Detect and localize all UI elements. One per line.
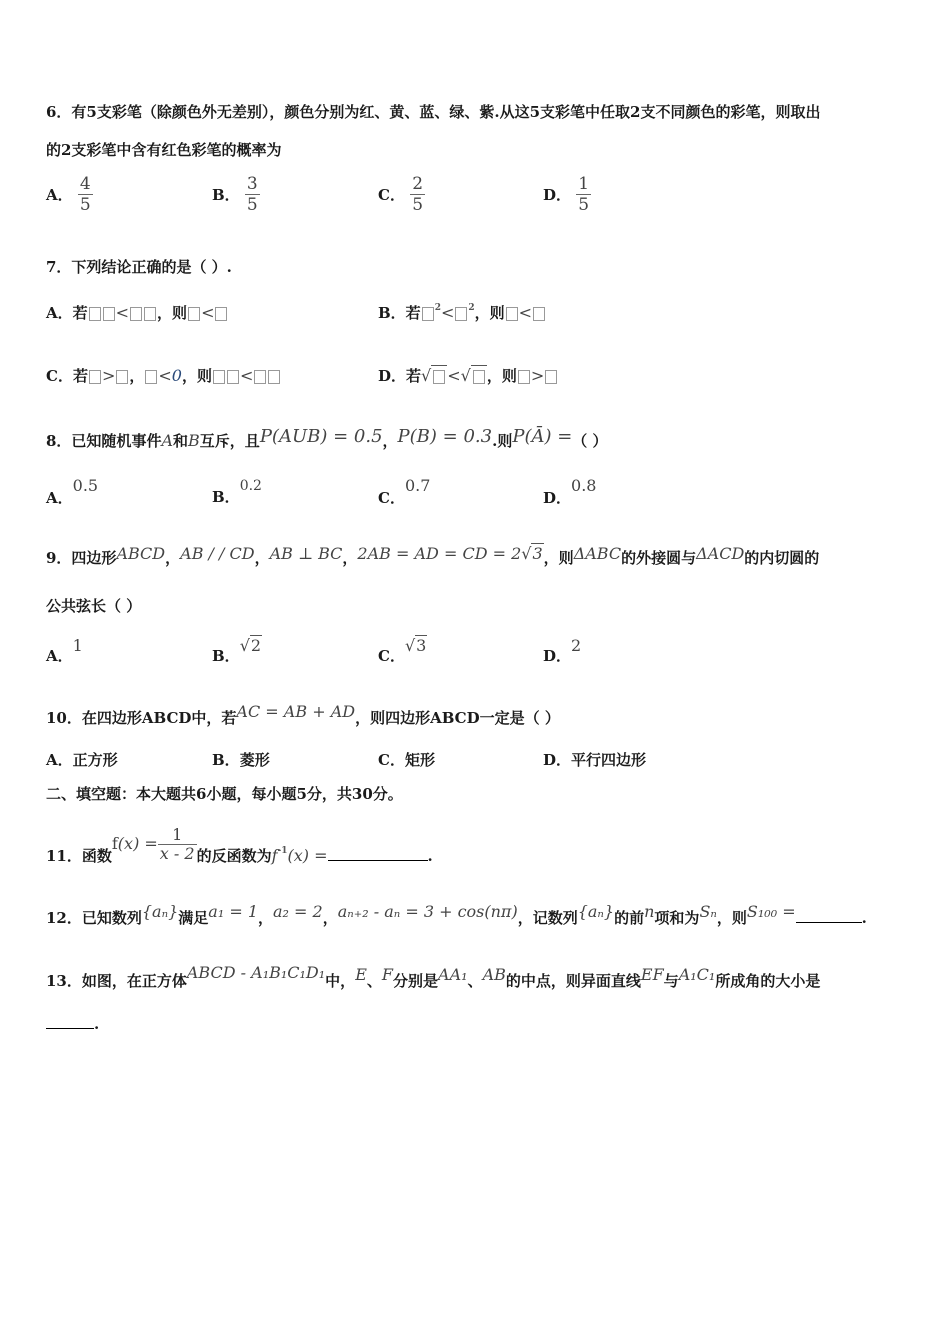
q6-stem-line1: 6．有5支彩笔（除颜色外无差别），颜色分别为红、黄、蓝、绿、紫.从这5支彩笔中任取2支不同颜色的彩笔，则取出 bbox=[46, 103, 821, 121]
q9-option-d: D．2 bbox=[543, 636, 582, 665]
q8-stem: 8．已知随机事件A和B互斥，且P(AUB) = 0.5，P(B) = 0.3.则P(Ā) =（ ） bbox=[46, 426, 608, 450]
q13-stem-line1: 13．如图，在正方体ABCD - A₁B₁C₁D₁中，E、F分别是AA₁、AB的中点，则异面直线EF与A₁C₁所成角的大小是 bbox=[46, 963, 821, 990]
q9-stem-line1: 9．四边形ABCD，AB / / CD，AB ⊥ BC，2AB = AD = CD = 2√3，则ΔABC的外接圆与ΔACD的内切圆的 bbox=[46, 544, 820, 567]
q13-answer-blank[interactable] bbox=[46, 1028, 94, 1029]
q8-option-a: A．0.5 bbox=[46, 476, 99, 507]
q8-option-b: B．0.2 bbox=[212, 478, 262, 506]
q6-option-a-fraction: $\frac{4}{5}$ bbox=[79, 174, 91, 215]
q11-fraction: $\frac{1}{x - 2}$ bbox=[159, 825, 195, 863]
q9-option-a: A．1 bbox=[46, 636, 83, 665]
q11-stem: 11．函数f(x) = $\frac{1}{x - 2}$ 的反函数为$f^{-1}(x)$ = . bbox=[46, 825, 433, 865]
q11-answer-blank[interactable] bbox=[328, 860, 428, 861]
q7-option-a: A．若 < ，则 < bbox=[46, 302, 228, 323]
q10-option-d: D．平行四边形 bbox=[543, 751, 647, 769]
q7-option-d: D．若√ <√ ，则 > bbox=[378, 365, 558, 386]
q13-stem-line2: . bbox=[46, 1014, 99, 1034]
q6-stem-line2: 的2支彩笔中含有红色彩笔的概率为 bbox=[46, 141, 282, 159]
q6-option-a: A． $\frac{4}{5}$ bbox=[46, 174, 91, 215]
q9-option-c: C．√3 bbox=[378, 636, 427, 665]
q7-option-b: B．若 $^2$< $^2$，则 < bbox=[378, 302, 546, 323]
q10-stem: 10．在四边形ABCD中，若AC = AB + AD，则四边形ABCD一定是（ ） bbox=[46, 702, 560, 727]
q7-stem: 7．下列结论正确的是（ ）. bbox=[46, 258, 232, 276]
q12-answer-blank[interactable] bbox=[796, 922, 862, 923]
q12-stem: 12．已知数列{aₙ}满足a₁ = 1，a₂ = 2，aₙ₊₂ - aₙ = 3 + cos(nπ)，记数列{aₙ}的前n项和为Sₙ，则S₁₀₀ = . bbox=[46, 902, 867, 927]
q9-stem-line2: 公共弦长（ ） bbox=[46, 597, 142, 615]
q8-option-d: D．0.8 bbox=[543, 476, 597, 507]
q6-option-b-fraction: $\frac{3}{5}$ bbox=[246, 174, 258, 215]
q6-option-d: D． $\frac{1}{5}$ bbox=[543, 174, 590, 215]
q6-option-d-fraction: $\frac{1}{5}$ bbox=[578, 174, 590, 215]
q7-option-c: C．若 > ， <0，则 < bbox=[46, 365, 281, 386]
q6-option-c: C． $\frac{2}{5}$ bbox=[378, 174, 424, 215]
q10-option-a: A．正方形 bbox=[46, 751, 118, 769]
section-2-heading: 二、填空题：本大题共6小题，每小题5分，共30分。 bbox=[46, 785, 403, 803]
q6-option-c-fraction: $\frac{2}{5}$ bbox=[412, 174, 424, 215]
q8-option-c: C．0.7 bbox=[378, 476, 431, 507]
q9-option-b: B．√2 bbox=[212, 636, 262, 665]
q10-option-b: B．菱形 bbox=[212, 751, 270, 769]
q10-option-c: C．矩形 bbox=[378, 751, 435, 769]
q6-option-b: B． $\frac{3}{5}$ bbox=[212, 174, 258, 215]
